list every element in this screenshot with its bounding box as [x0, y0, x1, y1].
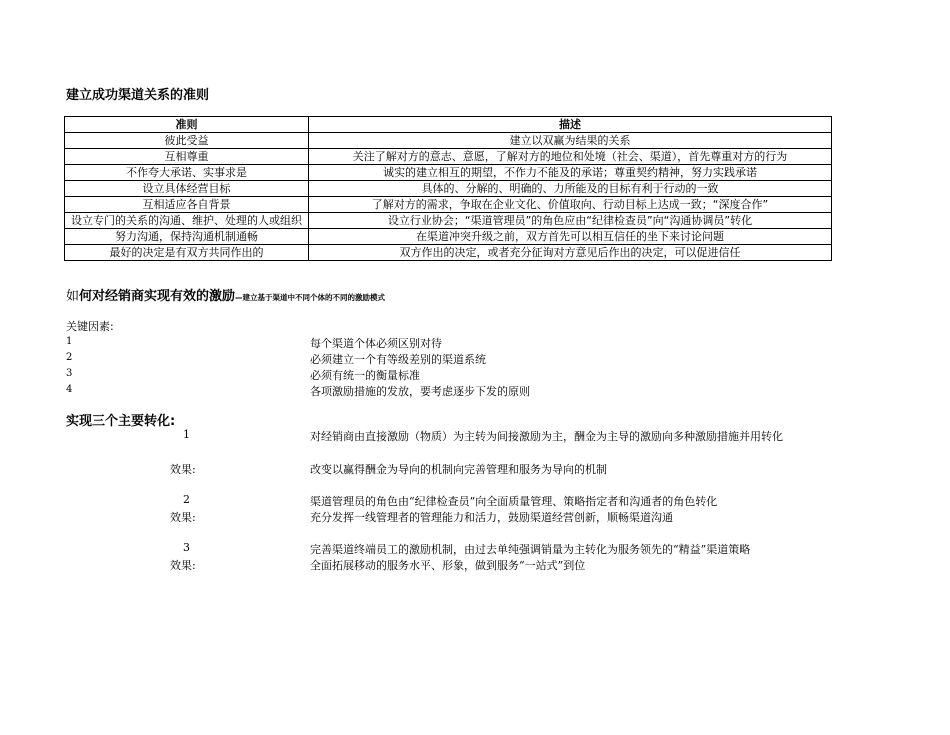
conversion-number: 3 [183, 541, 190, 554]
factor-number: 4 [66, 384, 73, 395]
description-cell: 诚实的建立相互的期望，不作力不能及的承诺；尊重契约精神，努力实践承诺 [309, 165, 832, 181]
factor-text: 必须建立一个有等级差别的渠道系统 [310, 353, 486, 366]
header-description: 描述 [309, 117, 832, 133]
conversion-text: 对经销商由直接激励（物质）为主转为间接激励为主，酬金为主导的激励向多种激励措施并用转化 [310, 430, 783, 443]
rules-table [64, 116, 832, 261]
rule-cell: 不作夸大承诺、实事求是 [65, 165, 309, 181]
key-factors-label: 关键因素: [66, 320, 114, 333]
table-row [65, 133, 832, 149]
effect-text: 充分发挥一线管理者的管理能力和活力，鼓励渠道经营创新，顺畅渠道沟通 [310, 511, 673, 524]
description-cell: 双方作出的决定，或者充分征询对方意见后作出的决定，可以促进信任 [309, 245, 832, 261]
conversion-text: 完善渠道终端员工的激励机制，由过去单纯强调销量为主转化为服务领先的“精益”渠道策略 [310, 543, 751, 556]
rule-cell: 最好的决定是有双方共同作出的 [65, 245, 309, 261]
effect-text: 全面拓展移动的服务水平、形象，做到服务“一站式”到位 [310, 559, 586, 572]
rule-cell: 互相适应各自背景 [65, 197, 309, 213]
rule-cell: 设立专门的关系的沟通、维护、处理的人或组织 [65, 213, 309, 229]
effect-label: 效果: [170, 511, 196, 524]
table-header-row [65, 117, 832, 133]
rule-cell: 彼此受益 [65, 133, 309, 149]
conversion-text: 渠道管理员的角色由“纪律检查员”向全面质量管理、策略指定者和沟通者的角色转化 [310, 495, 718, 508]
section2-heading [66, 285, 385, 304]
factor-text: 必须有统一的衡量标准 [310, 369, 420, 382]
conversion-number: 2 [183, 493, 190, 506]
description-cell: 具体的、分解的、明确的、力所能及的目标有利于行动的一致 [309, 181, 832, 197]
header-rule: 准则 [65, 117, 309, 133]
description-cell: 了解对方的需求，争取在企业文化、价值取向、行动目标上达成一致；“深度合作” [309, 197, 832, 213]
effect-text: 改变以赢得酬金为导向的机制向完善管理和服务为导向的机制 [310, 463, 607, 476]
table-row [65, 197, 832, 213]
factor-number: 1 [66, 336, 73, 347]
effect-label: 效果: [170, 559, 196, 572]
section3-title: 实现三个主要转化: [66, 414, 176, 429]
effect-label: 效果: [170, 463, 196, 476]
factor-text: 各项激励措施的发放，要考虑逐步下发的原则 [310, 385, 530, 398]
table-row [65, 149, 832, 165]
description-cell: 关注了解对方的意志、意愿，了解对方的地位和处境（社会、渠道），首先尊重对方的行为 [309, 149, 832, 165]
factor-number: 2 [66, 352, 73, 363]
description-cell: 在渠道冲突升级之前，双方首先可以相互信任的坐下来讨论问题 [309, 229, 832, 245]
rule-cell: 互相尊重 [65, 149, 309, 165]
factor-number: 3 [66, 368, 73, 379]
section2-subtitle: —建立基于渠道中不同个体的不同的激励模式 [235, 293, 386, 302]
rule-cell: 设立具体经营目标 [65, 181, 309, 197]
table-row [65, 213, 832, 229]
rule-cell: 努力沟通，保持沟通机制通畅 [65, 229, 309, 245]
section2-title-prefix: 如 [66, 289, 80, 304]
table-row [65, 245, 832, 261]
table-row [65, 165, 832, 181]
description-cell: 设立行业协会；“渠道管理员”的角色应由“纪律检查员”向“沟通协调员”转化 [309, 213, 832, 229]
description-cell: 建立以双赢为结果的关系 [309, 133, 832, 149]
section1-title: 建立成功渠道关系的准则 [66, 88, 210, 103]
conversion-number: 1 [183, 428, 190, 441]
table-row [65, 181, 832, 197]
factor-text: 每个渠道个体必须区别对待 [310, 337, 442, 350]
section2-title: 何对经销商实现有效的激励 [79, 289, 236, 304]
table-row [65, 229, 832, 245]
